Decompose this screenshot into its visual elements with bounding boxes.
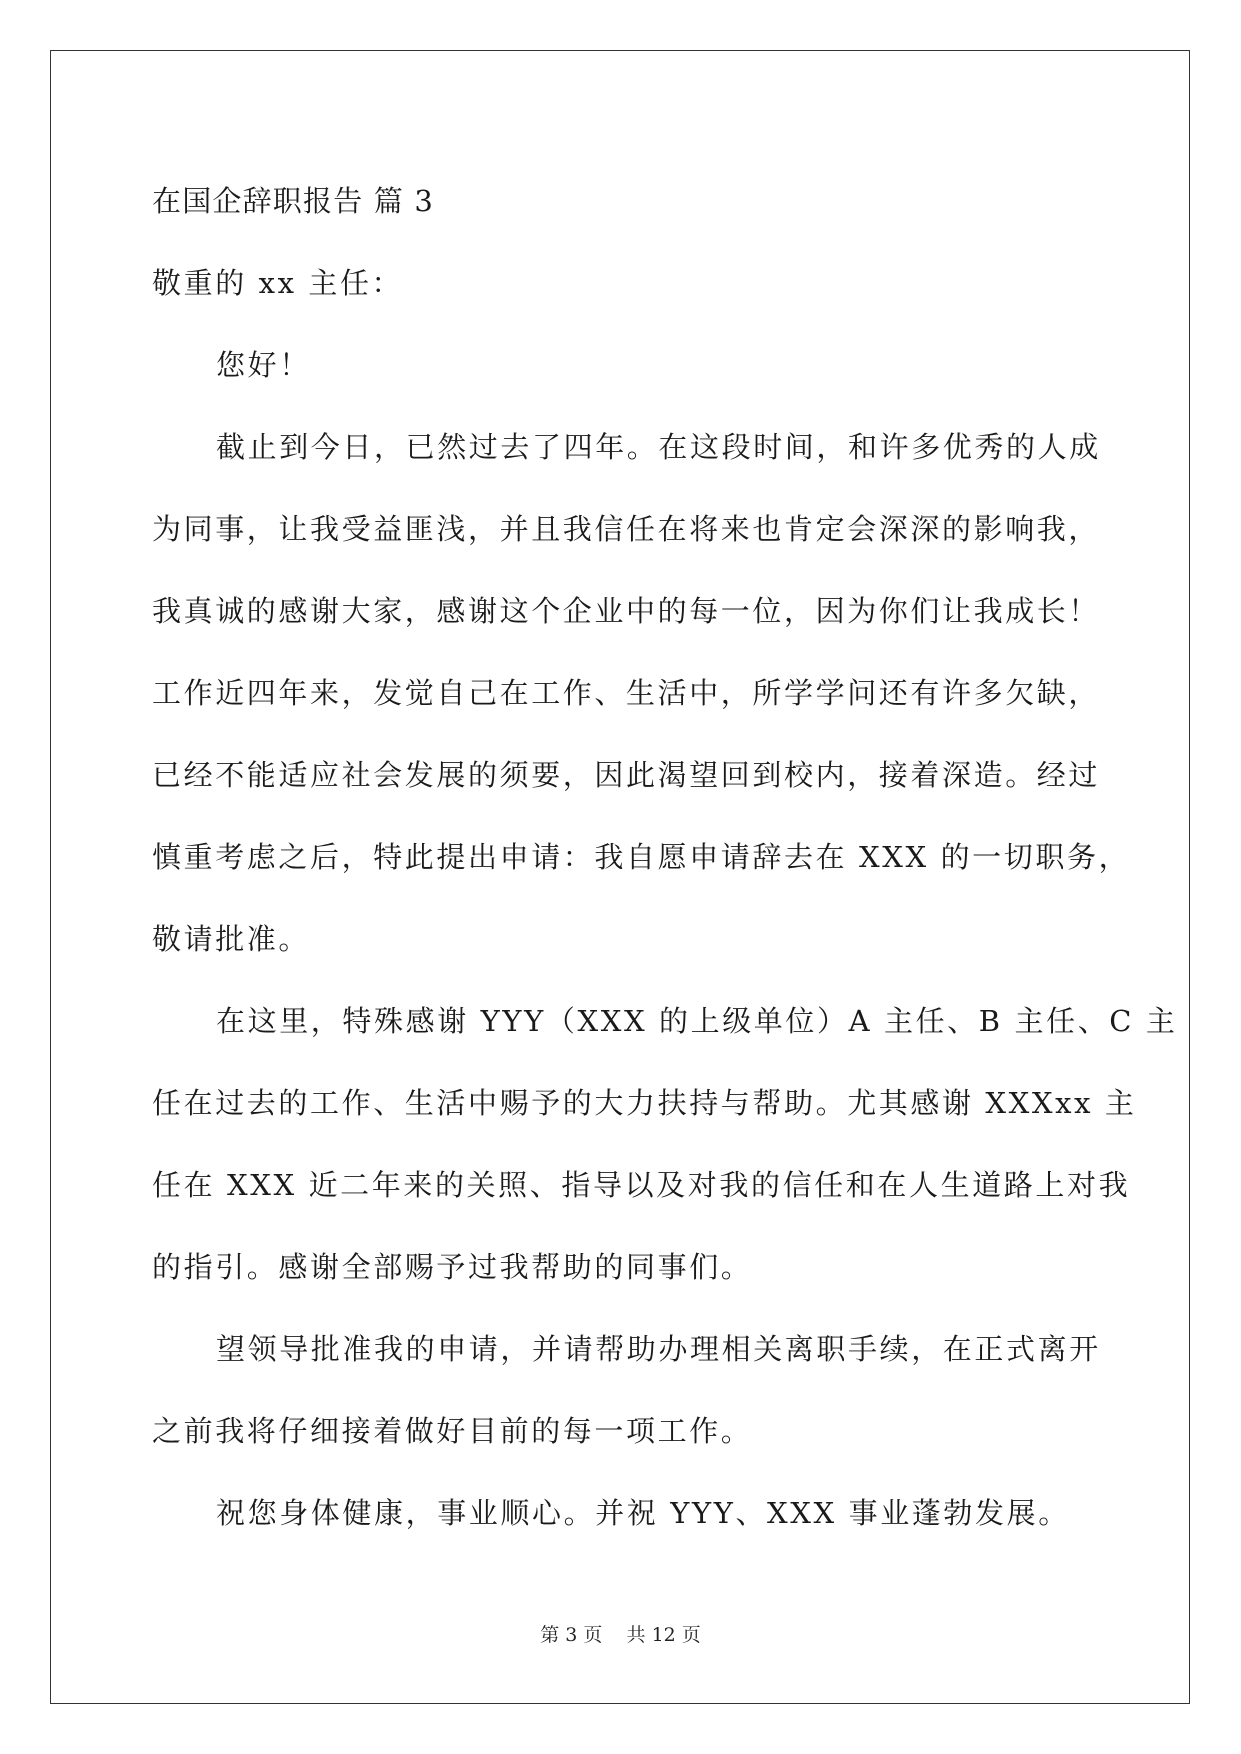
document-body: [152, 160, 1178, 1554]
paragraph-line: 我真诚的感谢大家，感谢这个企业中的每一位，因为你们让我成长！: [152, 594, 1101, 628]
paragraph-line: 截止到今日，已然过去了四年。在这段时间，和许多优秀的人成: [216, 430, 1101, 464]
document-heading: 在国企辞职报告 篇 3: [152, 184, 435, 218]
paragraph-line: 为同事，让我受益匪浅，并且我信任在将来也肯定会深深的影响我，: [152, 512, 1101, 546]
page-footer: [0, 1620, 1241, 1647]
closing-wish: 祝您身体健康，事业顺心。并祝 YYY、XXX 事业蓬勃发展。: [216, 1496, 1070, 1530]
paragraph-line: 之前我将仔细接着做好目前的每一项工作。: [152, 1414, 753, 1448]
paragraph-line: 的指引。感谢全部赐予过我帮助的同事们。: [152, 1250, 753, 1284]
paragraph-line: 敬请批准。: [152, 922, 311, 956]
page-total: 共 12 页: [626, 1624, 701, 1646]
paragraph-line: 望领导批准我的申请，并请帮助办理相关离职手续，在正式离开: [216, 1332, 1101, 1366]
paragraph-line: 慎重考虑之后，特此提出申请：我自愿申请辞去在 XXX 的一切职务，: [152, 840, 1131, 874]
salutation: 敬重的 xx 主任：: [152, 266, 404, 300]
paragraph-line: 任在 XXX 近二年来的关照、指导以及对我的信任和在人生道路上对我: [152, 1168, 1131, 1202]
paragraph-line: 已经不能适应社会发展的须要，因此渴望回到校内，接着深造。经过: [152, 758, 1101, 792]
paragraph-line: 任在过去的工作、生活中赐予的大力扶持与帮助。尤其感谢 XXXxx 主: [152, 1086, 1137, 1120]
paragraph-line: 在这里，特殊感谢 YYY（XXX 的上级单位）A 主任、B 主任、C 主: [216, 1004, 1178, 1038]
greeting: 您好！: [216, 348, 311, 382]
paragraph-line: 工作近四年来，发觉自己在工作、生活中，所学学问还有许多欠缺，: [152, 676, 1101, 710]
page-number: 第 3 页: [540, 1624, 603, 1646]
